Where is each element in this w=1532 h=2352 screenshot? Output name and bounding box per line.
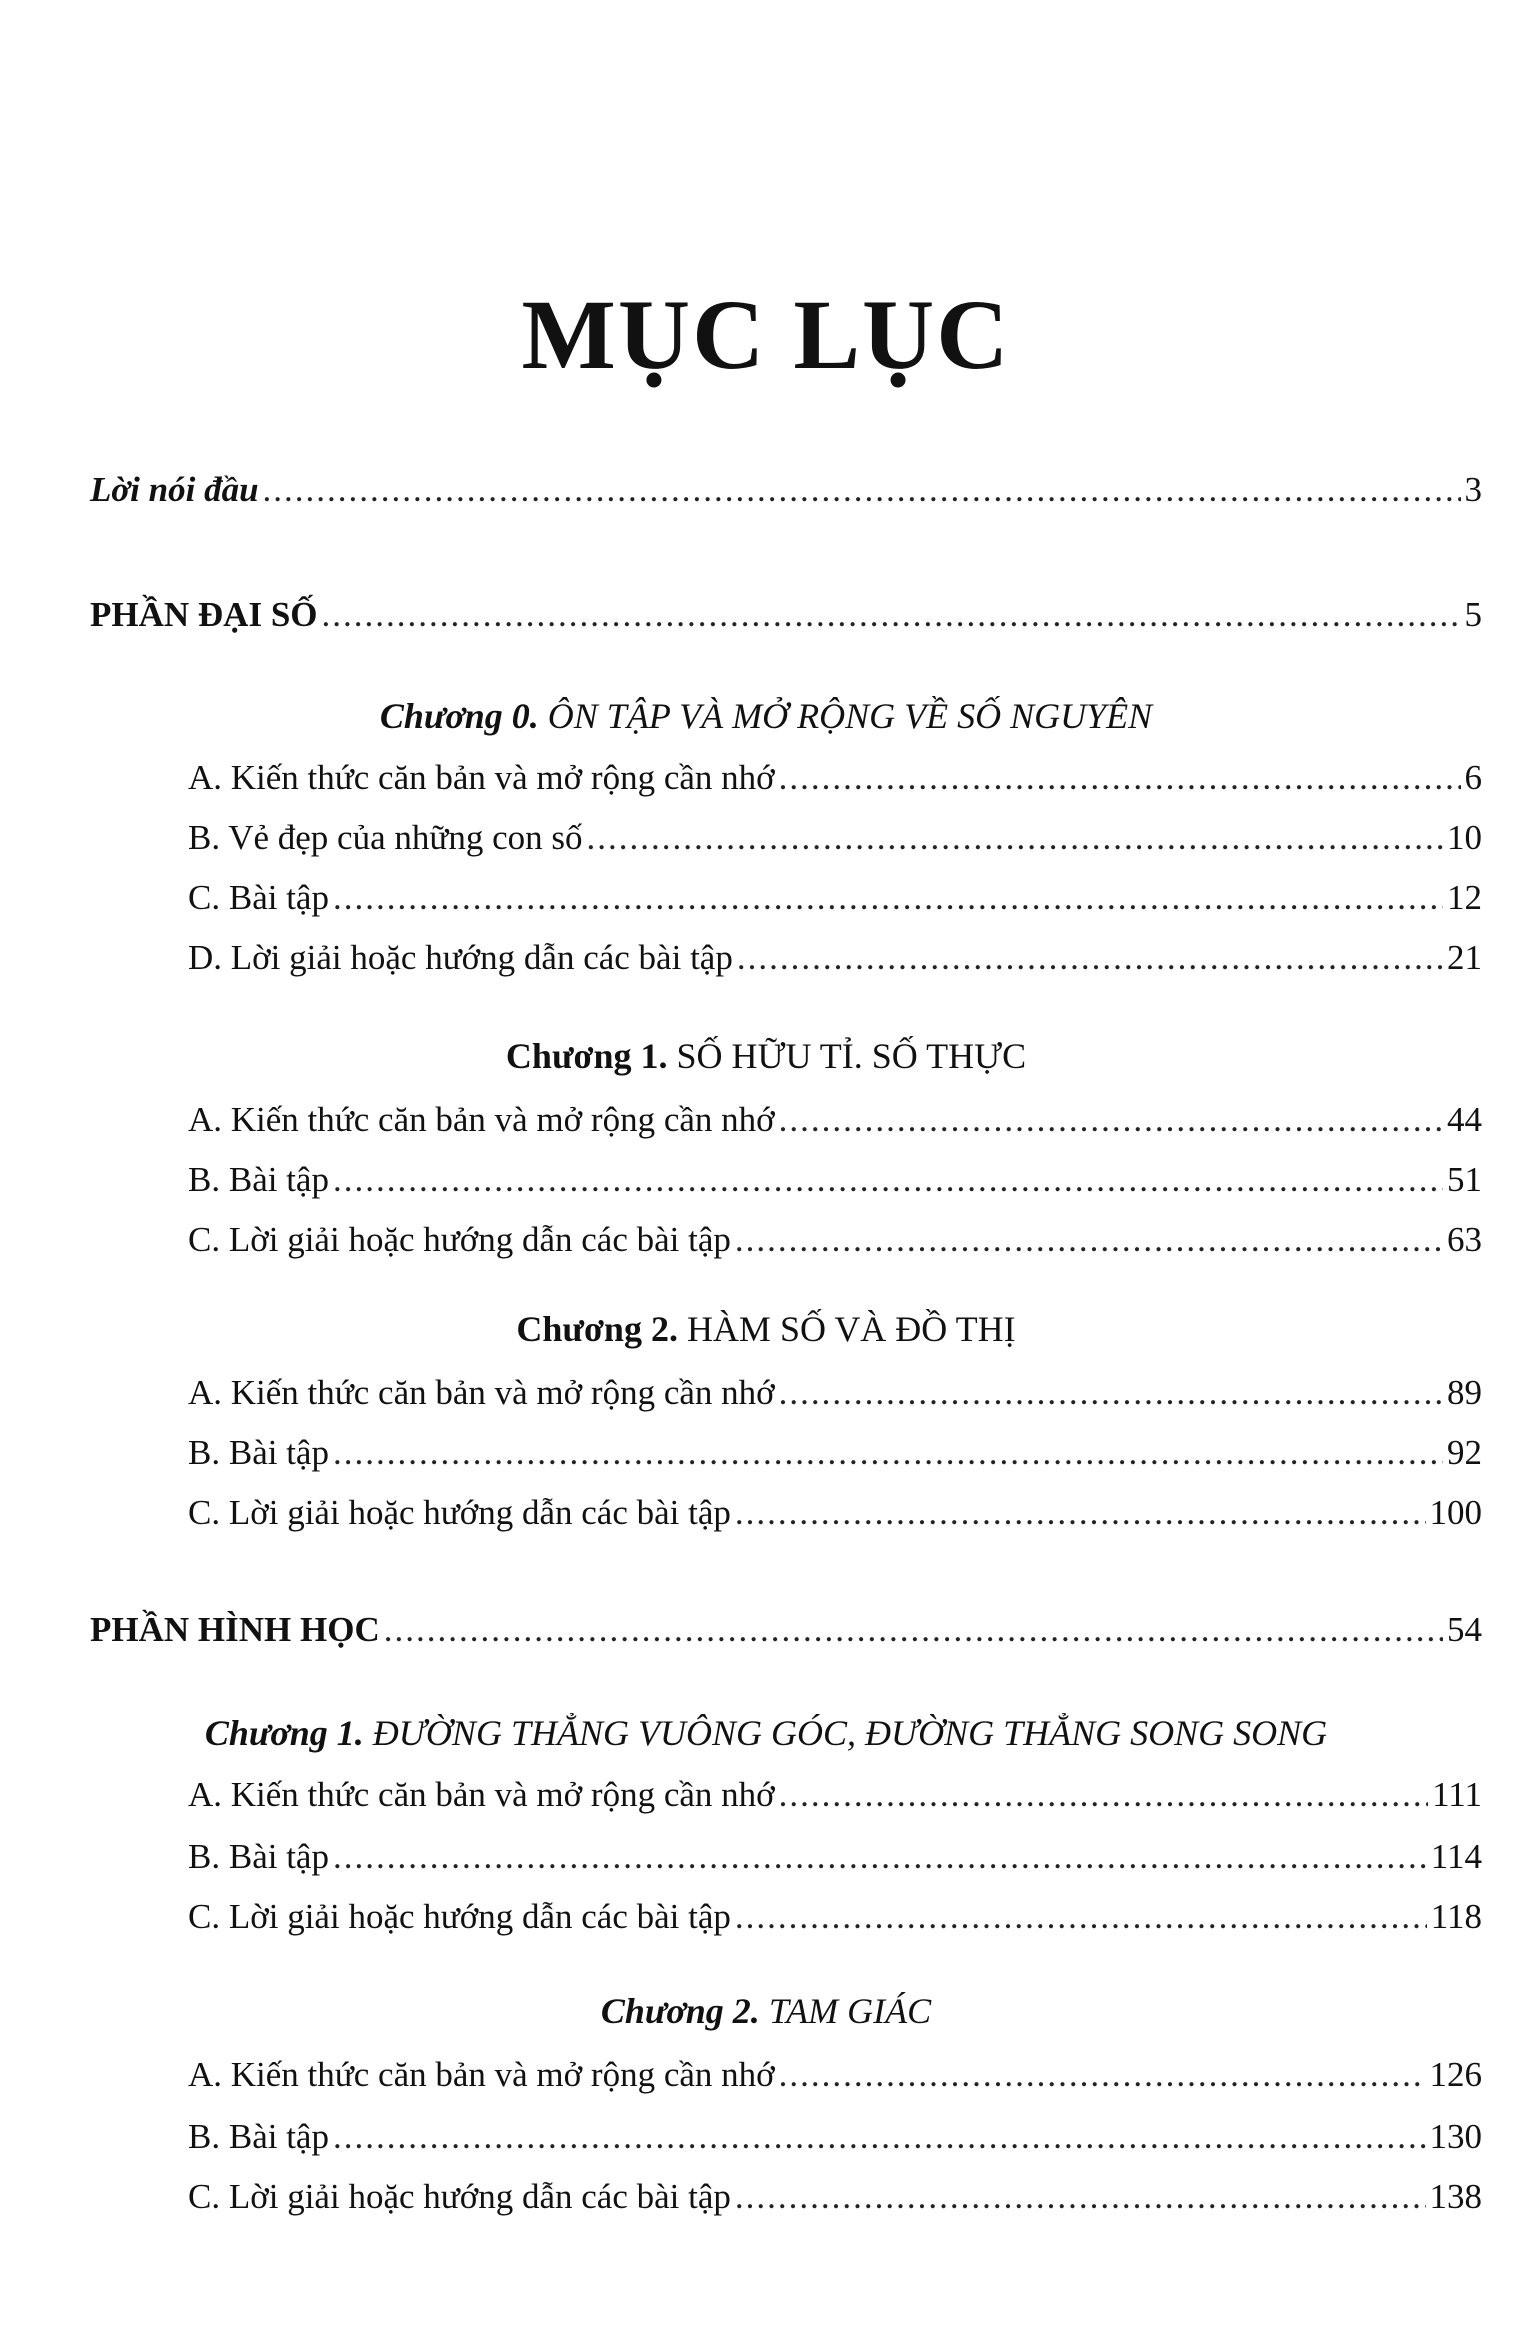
entry-label: B. Bài tập [188,1837,329,1876]
dot-leader [737,938,1443,978]
chapter-prefix: Chương 0. [379,696,539,736]
chapter-name: SỐ HỮU TỈ. SỐ THỰC [676,1036,1027,1076]
entry-label: A. Kiến thức căn bản và mở rộng cần nhớ [188,2055,775,2094]
toc-entry[interactable] [188,758,1482,798]
dot-leader [735,2177,1426,2217]
page-number: 6 [1464,758,1482,797]
entry-label: C. Lời giải hoặc hướng dẫn các bài tập [188,2177,731,2216]
entry-label: C. Lời giải hoặc hướng dẫn các bài tập [188,1897,731,1936]
page-number: 138 [1429,2177,1482,2216]
page-number: 10 [1447,818,1482,857]
dot-leader [779,758,1461,798]
dot-leader [735,1897,1427,1937]
page-number: 111 [1432,1775,1482,1814]
dot-leader [587,818,1443,858]
chapter-prefix: Chương 2. [516,1309,678,1349]
chapter-name: TAM GIÁC [768,1991,932,2031]
toc-entry[interactable] [188,938,1482,978]
entry-label: C. Bài tập [188,878,329,917]
dot-leader [779,1100,1443,1140]
toc-entry[interactable] [188,1433,1482,1473]
entry-label: B. Bài tập [188,2117,329,2156]
page-number: 89 [1447,1373,1482,1412]
toc-part-algebra[interactable] [90,595,1482,635]
chapter-name: ÔN TẬP VÀ MỞ RỘNG VỀ SỐ NGUYÊN [547,696,1153,736]
page-number: 92 [1447,1433,1482,1472]
entry-label: B. Bài tập [188,1433,329,1472]
chapter-heading [0,1035,1532,1077]
dot-leader [779,1373,1443,1413]
page-number: 12 [1447,878,1482,917]
page-number: 130 [1429,2117,1482,2156]
entry-label: C. Lời giải hoặc hướng dẫn các bài tập [188,1220,731,1259]
chapter-heading [0,1990,1532,2032]
dot-leader [333,1837,1427,1877]
dot-leader [779,1775,1428,1815]
toc-entry[interactable] [188,2177,1482,2217]
chapter-heading [0,1308,1532,1350]
toc-entry[interactable] [188,1775,1482,1815]
toc-entry[interactable] [188,1837,1482,1877]
toc-entry-preface[interactable] [90,470,1482,510]
dot-leader [333,1433,1443,1473]
toc-entry[interactable] [188,1493,1482,1533]
dot-leader [333,878,1443,918]
toc-part-geometry[interactable] [90,1610,1482,1650]
entry-label: C. Lời giải hoặc hướng dẫn các bài tập [188,1493,731,1532]
page-number: 54 [1447,1610,1482,1649]
page-number: 118 [1430,1897,1482,1936]
page-number: 114 [1430,1837,1482,1876]
dot-leader [384,1610,1443,1650]
chapter-prefix: Chương 2. [600,1991,760,2031]
page-number: 51 [1447,1160,1482,1199]
chapter-prefix: Chương 1. [204,1713,364,1753]
entry-label: A. Kiến thức căn bản và mở rộng cần nhớ [188,1373,775,1412]
dot-leader [735,1220,1443,1260]
toc-entry[interactable] [188,1100,1482,1140]
dot-leader [333,1160,1443,1200]
page-number: 21 [1447,938,1482,977]
part-label: PHẦN HÌNH HỌC [90,1610,380,1649]
toc-entry[interactable] [188,878,1482,918]
part-label: PHẦN ĐẠI SỐ [90,595,318,634]
page-number: 63 [1447,1220,1482,1259]
dot-leader [735,1493,1426,1533]
toc-entry[interactable] [188,1220,1482,1260]
page-number: 126 [1429,2055,1482,2094]
entry-label: D. Lời giải hoặc hướng dẫn các bài tập [188,938,733,977]
dot-leader [263,470,1461,510]
entry-label: B. Vẻ đẹp của những con số [188,818,583,857]
page-title: MỤC LỤC [521,279,1011,390]
page-number: 5 [1464,595,1482,634]
chapter-prefix: Chương 1. [505,1036,668,1076]
page-number: 100 [1429,1493,1482,1532]
toc-entry[interactable] [188,1160,1482,1200]
chapter-name: ĐƯỜNG THẲNG VUÔNG GÓC, ĐƯỜNG THẲNG SONG SONG [372,1713,1328,1753]
dot-leader [333,2117,1426,2157]
entry-label: Lời nói đầu [90,470,259,509]
toc-entry[interactable] [188,1897,1482,1937]
entry-label: A. Kiến thức căn bản và mở rộng cần nhớ [188,758,775,797]
toc-entry[interactable] [188,1373,1482,1413]
dot-leader [322,595,1461,635]
toc-entry[interactable] [188,2055,1482,2095]
chapter-name: HÀM SỐ VÀ ĐỒ THỊ [686,1309,1016,1349]
dot-leader [779,2055,1426,2095]
toc-entry[interactable] [188,818,1482,858]
toc-entry[interactable] [188,2117,1482,2157]
entry-label: B. Bài tập [188,1160,329,1199]
entry-label: A. Kiến thức căn bản và mở rộng cần nhớ [188,1775,775,1814]
page-number: 44 [1447,1100,1482,1139]
page-number: 3 [1464,470,1482,509]
chapter-heading [0,695,1532,737]
entry-label: A. Kiến thức căn bản và mở rộng cần nhớ [188,1100,775,1139]
chapter-heading [0,1712,1532,1754]
